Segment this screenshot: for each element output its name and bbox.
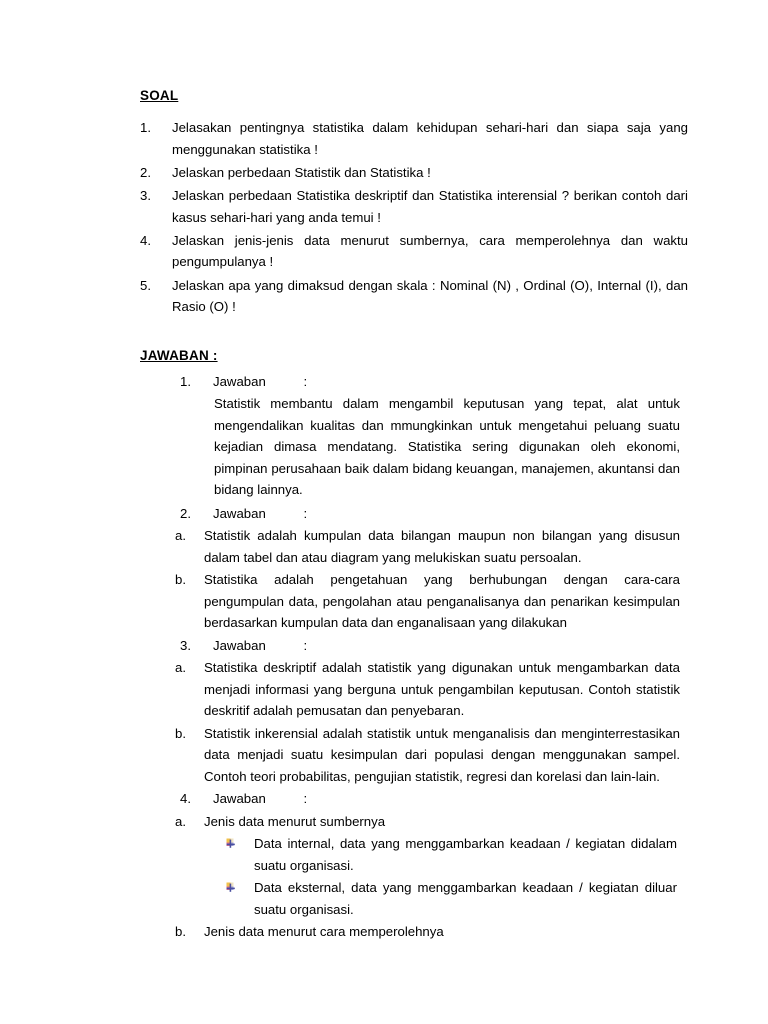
- question-item: [140, 117, 688, 160]
- sub-item-marker: a.: [175, 813, 186, 829]
- sub-item-text: Statistika adalah pengetahuan yang berhubungan dengan cara-cara pengumpulan data, pengolahan atau penganalisanya dan penarikan kesimpulan berdasarkan kumpulan data dan enganalisaan yang dilakukan: [204, 572, 680, 631]
- answer-marker: 2.: [180, 505, 191, 521]
- answer-label: Jawaban: [213, 791, 266, 807]
- question-item: [140, 275, 688, 318]
- question-marker: 1.: [140, 120, 151, 136]
- answer-group-2: [140, 503, 680, 634]
- answer-marker: 1.: [180, 373, 191, 389]
- sub-item-marker: a.: [175, 528, 186, 544]
- answer-group-3: [140, 635, 680, 787]
- answer-label: Jawaban: [213, 637, 266, 653]
- sub-item-text: Statistik adalah kumpulan data bilangan maupun non bilangan yang disusun dalam tabel dan atau diagram yang melukiskan suatu persoalan.: [204, 528, 680, 565]
- data-source-bullet-list: [226, 833, 676, 920]
- question-list: [140, 117, 688, 317]
- answer-sub-item: [172, 569, 680, 634]
- bullet-item-text: Data internal, data yang menggambarkan keadaan / kegiatan didalam suatu organisasi.: [254, 836, 677, 873]
- question-marker: 2.: [140, 164, 151, 180]
- sub-item-marker: b.: [175, 924, 186, 940]
- answer-label: Jawaban: [213, 373, 266, 389]
- sub-item-text: Jenis data menurut cara memperolehnya: [204, 924, 444, 940]
- answer-paragraph: Statistik membantu dalam mengambil keputusan yang tepat, alat untuk mengendalikan kualitas dan mmungkinkan untuk mengetahui peluang suatu kejadian dimasa mendatang. Statistika sering digunakan oleh ekonomi, pimpinan perusahaan baik dalam bidang keuangan, manajemen, akuntansi dan bidang lainnya.: [214, 396, 680, 498]
- answer-heading: [180, 635, 676, 656]
- question-marker: 3.: [140, 188, 151, 204]
- sub-item-text: Jenis data menurut sumbernya: [204, 813, 386, 829]
- answer-group-4: [140, 788, 676, 942]
- jawaban-heading: JAWABAN :: [140, 347, 218, 363]
- answer-list: [140, 371, 680, 943]
- question-text: Jelaskan apa yang dimaksud dengan skala : Nominal (N) , Ordinal (O), Internal (I), dan Rasio (O) !: [172, 277, 688, 315]
- answer-colon: :: [303, 637, 308, 653]
- sub-item-text: Statistika deskriptif adalah statistik yang digunakan untuk mengambarkan data menjadi informasi yang berguna untuk pengambilan keputusan. Contoh statistik deskritif adalah pemusatan dan penyebaran.: [204, 660, 680, 719]
- bullet-list-item: [226, 833, 677, 876]
- answer-marker: 3.: [180, 637, 191, 653]
- pinwheel-cross-bullet-icon: [226, 838, 237, 849]
- question-marker: 4.: [140, 233, 151, 249]
- answer-sub-item: [172, 657, 680, 722]
- question-text: Jelasakan pentingnya statistika dalam kehidupan sehari-hari dan siapa saja yang menggunakan statistika !: [172, 120, 688, 157]
- question-item: [140, 230, 688, 273]
- answer-sub-list: [172, 525, 680, 634]
- answer-sub-item: [172, 921, 680, 943]
- answer-colon: :: [303, 373, 308, 389]
- soal-heading: SOAL: [140, 88, 179, 103]
- answer-colon: :: [303, 791, 308, 807]
- sub-item-marker: a.: [175, 660, 186, 676]
- answer-heading: [180, 503, 676, 524]
- pinwheel-cross-bullet-icon: [226, 882, 237, 893]
- answer-sub-list: [172, 657, 680, 787]
- answer-sub-list: [172, 811, 676, 833]
- sub-item-text: Statistik inkerensial adalah statistik untuk menganalisis dan menginterrestasikan data menjadi suatu kesimpulan dari populasi dengan menggunakan sampel. Contoh teori probabilitas, pengujian statistik, regresi dan korelasi dan lain-lain.: [204, 725, 680, 784]
- question-text: Jelaskan jenis-jenis data menurut sumbernya, cara memperolehnya dan waktu pengumpulanya !: [172, 233, 688, 270]
- answer-heading: [180, 788, 676, 809]
- bullet-list-item: [226, 877, 677, 920]
- answer-sub-list: [172, 921, 676, 943]
- answer-label: Jawaban: [213, 505, 266, 521]
- answer-heading: [180, 371, 676, 392]
- answer-sub-item: [172, 525, 680, 568]
- answer-group-1: [140, 371, 680, 501]
- sub-item-marker: b.: [175, 572, 186, 588]
- question-marker: 5.: [140, 277, 151, 293]
- question-item: [140, 162, 688, 183]
- question-item: [140, 185, 688, 228]
- answer-sub-item: [172, 811, 680, 833]
- answer-colon: :: [303, 505, 308, 521]
- bullet-item-text: Data eksternal, data yang menggambarkan keadaan / kegiatan diluar suatu organisasi.: [254, 880, 677, 917]
- sub-item-marker: b.: [175, 725, 186, 741]
- question-text: Jelaskan perbedaan Statistik dan Statistika !: [172, 164, 431, 180]
- answer-marker: 4.: [180, 791, 191, 807]
- question-text: Jelaskan perbedaan Statistika deskriptif dan Statistika interensial ? berikan contoh dari kasus sehari-hari yang anda temui !: [172, 188, 688, 225]
- answer-sub-item: [172, 723, 680, 788]
